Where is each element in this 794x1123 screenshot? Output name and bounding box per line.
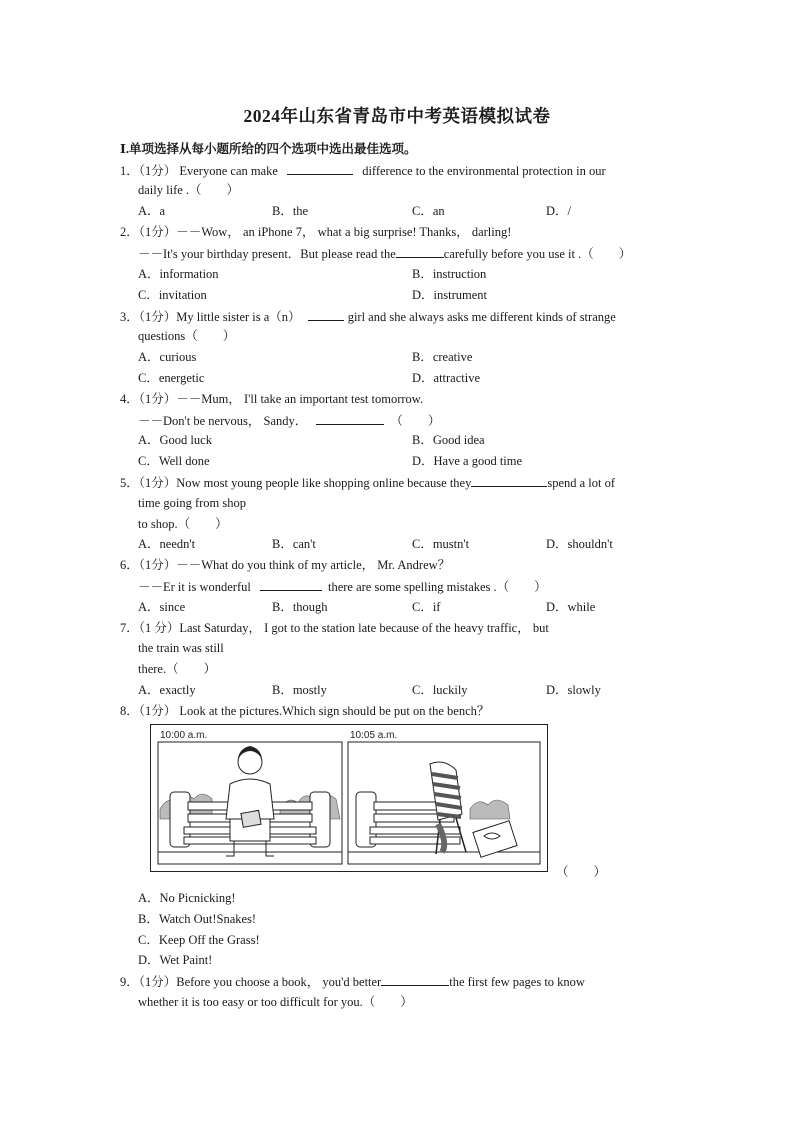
answer-blank	[381, 973, 449, 986]
option-b: B．the	[272, 204, 309, 218]
page-title: 2024年山东省青岛市中考英语模拟试卷	[243, 106, 551, 126]
option-c: C．Well done	[138, 454, 210, 468]
option-c: C．invitation	[138, 288, 207, 302]
option-c: C．mustn't	[412, 537, 470, 551]
question-text: the train was still	[138, 641, 224, 655]
option-d: D．slowly	[546, 683, 601, 697]
option-b: B．Good idea	[412, 433, 485, 447]
option-a: A．a	[138, 204, 166, 218]
question-9	[120, 973, 585, 990]
question-text: difference to the environmental protection in our	[362, 164, 606, 178]
question-4: 4．（1分）－－Mum， I'll take an important test tomorrow.	[120, 392, 424, 406]
option-d: D．/	[546, 204, 572, 218]
option-a: A．needn't	[138, 537, 196, 551]
option-c: C．energetic	[138, 371, 205, 385]
answer-blank	[396, 245, 444, 258]
question-text-part: 5．（1分）Now most young people like shopping online because they	[120, 476, 472, 490]
option-c: C．an	[412, 204, 445, 218]
question-text	[138, 412, 440, 429]
option-c: C．if	[412, 600, 441, 614]
option-b: B．Watch Out!Snakes!	[138, 912, 257, 926]
option-b: B．creative	[412, 350, 473, 364]
question-3	[120, 308, 616, 325]
answer-blank	[316, 412, 384, 425]
question-text-part: the first few pages to know	[449, 975, 585, 989]
question-text: daily life .（ ）	[138, 183, 240, 197]
question-text-part: －－Er it is wonderful	[138, 580, 251, 594]
question-6: 6．（1分）－－What do you think of my article， Mr. Andrew？	[120, 558, 451, 572]
answer-blank	[260, 578, 322, 591]
answer-blank	[308, 308, 344, 321]
panel-time-left: 10:00 a.m.	[160, 730, 208, 741]
question-text-part: －－Don't be nervous， Sandy．	[138, 414, 308, 428]
option-d: D．while	[546, 600, 596, 614]
question-text-part: spend a lot of	[547, 476, 616, 490]
question-1	[120, 162, 606, 179]
bench-illustration	[150, 724, 548, 872]
question-text	[138, 245, 631, 262]
option-a: A．No Picnicking!	[138, 891, 236, 905]
option-b: B．instruction	[412, 267, 487, 281]
panel-time-right: 10:05 a.m.	[350, 730, 398, 741]
option-a: A．information	[138, 267, 219, 281]
question-text-part: 9．（1分）Before you choose a book， you'd better	[120, 975, 382, 989]
option-d: D．Have a good time	[412, 454, 523, 468]
question-8: 8．（1分） Look at the pictures.Which sign should be put on the bench？	[120, 704, 490, 718]
question-text-part: carefully before you use it .（ ）	[443, 247, 632, 261]
question-text: there.（ ）	[138, 662, 217, 676]
option-a: A．exactly	[138, 683, 196, 697]
question-text: time going from shop	[138, 496, 246, 510]
question-text-part: girl and she always asks me different kinds of strange	[347, 310, 616, 324]
question-5	[120, 474, 615, 491]
question-text-part: （ ）	[390, 414, 441, 428]
option-d: D．shouldn't	[546, 537, 613, 551]
question-text: whether it is too easy or too difficult for you.（ ）	[138, 995, 413, 1009]
option-b: B．though	[272, 600, 328, 614]
option-a: A．curious	[138, 350, 197, 364]
answer-blank	[287, 162, 353, 175]
option-d: D．attractive	[412, 371, 481, 385]
question-text: 1．（1分） Everyone can make	[120, 164, 278, 178]
question-2: 2．（1分）－－Wow， an iPhone 7， what a big surprise! Thanks， darling!	[120, 225, 512, 239]
question-7: 7．（1 分）Last Saturday， I got to the station late because of the heavy traffic， but	[120, 621, 549, 635]
section-heading: Ⅰ.单项选择从每小题所给的四个选项中选出最佳选项。	[120, 142, 417, 156]
question-text: to shop.（ ）	[138, 517, 228, 531]
question-text	[138, 578, 547, 595]
option-d: D．instrument	[412, 288, 487, 302]
option-b: B．mostly	[272, 683, 327, 697]
answer-blank	[471, 474, 547, 487]
option-d: D．Wet Paint!	[138, 953, 213, 967]
option-b: B．can't	[272, 537, 316, 551]
option-c: C．Keep Off the Grass!	[138, 933, 260, 947]
option-c: C．luckily	[412, 683, 468, 697]
option-a: A．since	[138, 600, 186, 614]
question-text-part: －－It's your birthday present．But please read the	[138, 247, 396, 261]
question-text: questions（ ）	[138, 329, 236, 343]
option-a: A．Good luck	[138, 433, 212, 447]
answer-bracket: （ ）	[556, 865, 607, 879]
question-text-part: 3．（1分）My little sister is a（n）	[120, 310, 301, 324]
question-text-part: there are some spelling mistakes .（ ）	[327, 580, 547, 594]
